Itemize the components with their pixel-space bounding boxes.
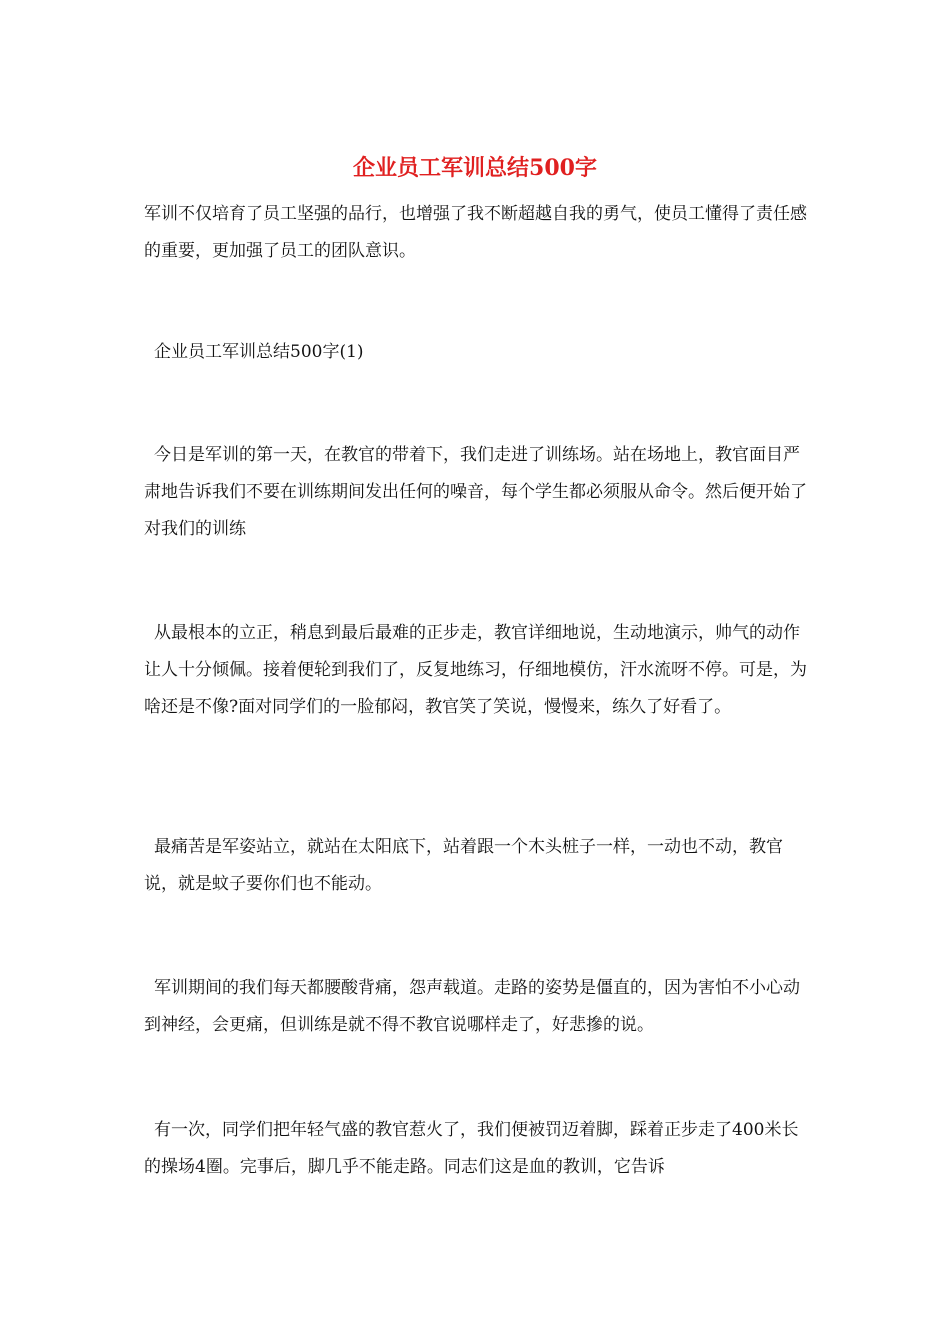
paragraph-1: 今日是军训的第一天，在教官的带着下，我们走进了训练场。站在场地上，教官面目严肃地告诉我们不要在训练期间发出任何的噪音，每个学生都必须服从命令。然后便开始了对我们的训练 [144, 445, 807, 539]
section-subtitle: 企业员工军训总结500字(1) [154, 342, 364, 362]
paragraph-5: 有一次，同学们把年轻气盛的教官惹火了，我们便被罚迈着脚，踩着正步走了400米长的操场4圈。完事后，脚几乎不能走路。同志们这是血的教训，它告诉 [144, 1120, 799, 1177]
document-title: 企业员工军训总结500字 [353, 155, 597, 181]
paragraph-2: 从最根本的立正，稍息到最后最难的正步走，教官详细地说，生动地演示，帅气的动作让人十分倾佩。接着便轮到我们了，反复地练习，仔细地模仿，汗水流呀不停。可是，为啥还是不像?面对同学们的一脸郁闷，教官笑了笑说，慢慢来，练久了好看了。 [144, 623, 807, 717]
paragraph-4: 军训期间的我们每天都腰酸背痛，怨声载道。走路的姿势是僵直的，因为害怕不小心动到神经，会更痛，但训练是就不得不教官说哪样走了，好悲摻的说。 [144, 978, 800, 1035]
intro-paragraph: 军训不仅培育了员工坚强的品行，也增强了我不断超越自我的勇气，使员工懂得了责任感的重要，更加强了员工的团队意识。 [144, 204, 807, 261]
paragraph-3: 最痛苦是军姿站立，就站在太阳底下，站着跟一个木头桩子一样，一动也不动，教官说，就是蚊子要你们也不能动。 [144, 837, 783, 894]
